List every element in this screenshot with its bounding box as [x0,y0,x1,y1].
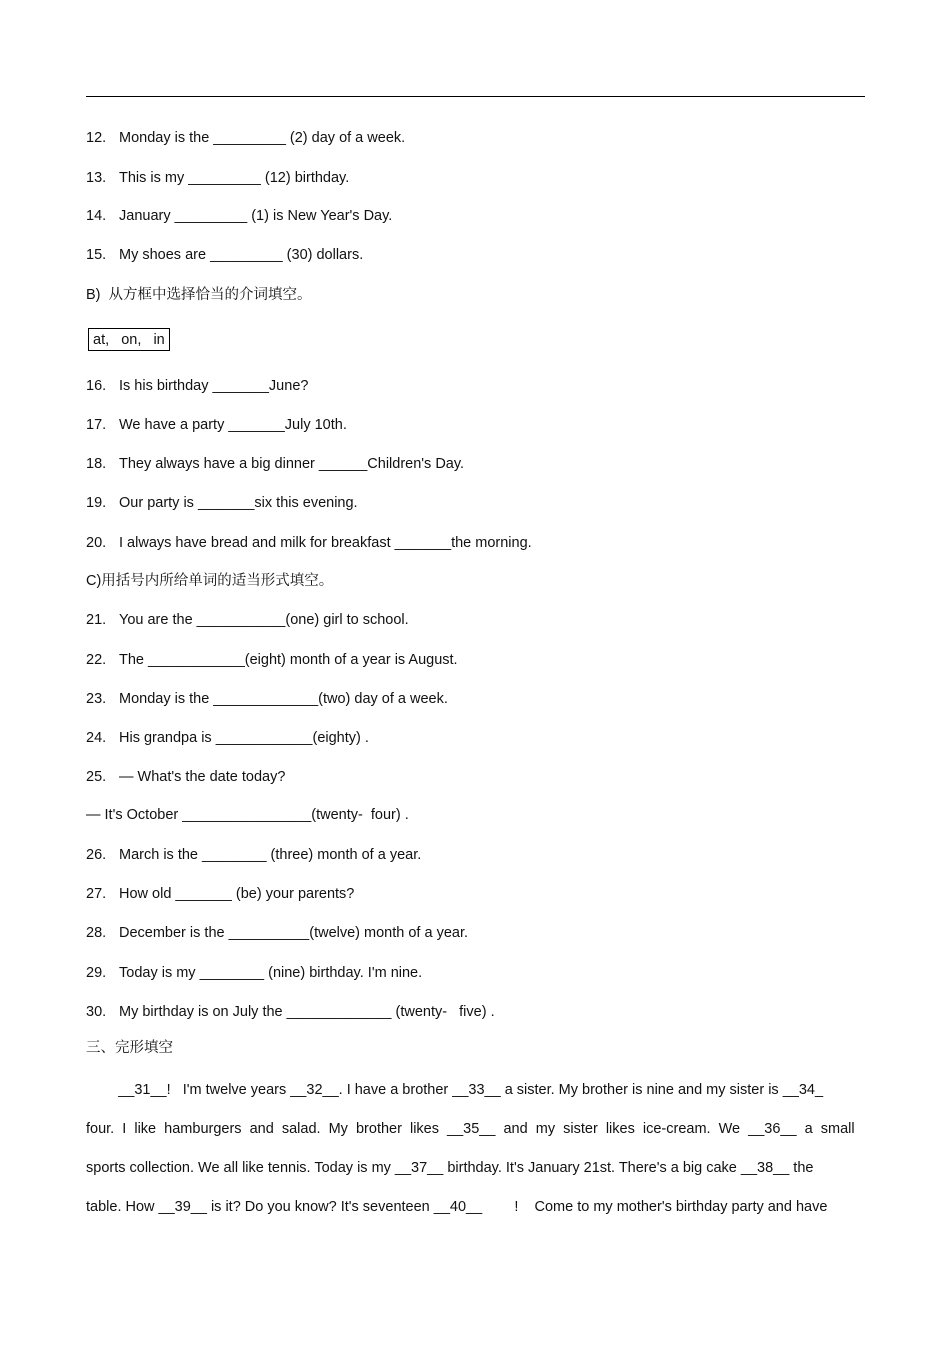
question-number: 15. [86,247,107,263]
question-15 [86,246,363,264]
question-text: I always have bread and milk for breakfast _______the morning. [119,535,532,551]
question-text: — What's the date today? [119,769,286,785]
question-number: 18. [86,456,107,472]
question-12 [86,129,405,147]
question-text: Is his birthday _______June? [119,378,309,394]
question-text: My shoes are _________ (30) dollars. [119,247,364,263]
question-text: We have a party _______July 10th. [119,417,347,433]
question-30 [86,1003,495,1021]
question-25-answer: — It's October ________________(twenty- four) . [86,807,409,823]
question-16 [86,377,308,395]
question-number: 29. [86,965,107,981]
question-text: They always have a big dinner ______Children's Day. [119,456,465,472]
question-number: 12. [86,130,107,146]
question-number: 26. [86,847,107,863]
question-text: How old _______ (be) your parents? [119,886,355,902]
question-19 [86,494,358,512]
question-25 [86,768,285,786]
question-26 [86,846,421,864]
cloze-line-4: table. How __39__ is it? Do you know? It's seventeen __40__ ! Come to my mother's birthday party and have [86,1199,828,1215]
header-rule [86,96,865,97]
question-number: 22. [86,652,107,668]
question-23 [86,690,448,708]
question-text: January _________ (1) is New Year's Day. [119,208,393,224]
section-c-heading: C)用括号内所给单词的适当形式填空。 [86,573,334,589]
question-number: 16. [86,378,107,394]
word-box: at, on, in [88,328,170,351]
question-20 [86,534,532,552]
cloze-line-3: sports collection. We all like tennis. Today is my __37__ birthday. It's January 21st. There's a big cake __38__ the [86,1160,814,1176]
question-text: The ____________(eight) month of a year is August. [119,652,458,668]
question-text: Our party is _______six this evening. [119,495,358,511]
question-22 [86,651,458,669]
question-number: 25. [86,769,107,785]
question-13 [86,169,349,187]
section-b-heading: B) 从方框中选择恰当的介词填空。 [86,287,312,303]
question-28 [86,924,468,942]
question-29 [86,964,422,982]
question-number: 20. [86,535,107,551]
question-18 [86,455,464,473]
question-number: 13. [86,170,107,186]
question-number: 23. [86,691,107,707]
question-text: His grandpa is ____________(eighty) . [119,730,369,746]
question-number: 14. [86,208,107,224]
question-text: Monday is the _________ (2) day of a week. [119,130,406,146]
question-text: March is the ________ (three) month of a year. [119,847,422,863]
question-number: 24. [86,730,107,746]
question-number: 27. [86,886,107,902]
question-17 [86,416,347,434]
question-text: Monday is the _____________(two) day of a week. [119,691,448,707]
question-text: You are the ___________(one) girl to school. [119,612,409,628]
section-3-heading: 三、完形填空 [86,1040,173,1056]
question-text: My birthday is on July the _____________ (twenty- five) . [119,1004,495,1020]
question-number: 30. [86,1004,107,1020]
question-14 [86,207,392,225]
question-text: This is my _________ (12) birthday. [119,170,350,186]
cloze-line-2: four. I like hamburgers and salad. My brother likes __35__ and my sister likes ice-cream. We __36__ a small [86,1121,855,1137]
question-21 [86,611,409,629]
question-number: 17. [86,417,107,433]
question-24 [86,729,369,747]
question-text: Today is my ________ (nine) birthday. I'm nine. [119,965,423,981]
question-27 [86,885,354,903]
question-text: December is the __________(twelve) month of a year. [119,925,469,941]
question-number: 19. [86,495,107,511]
cloze-line-1: __31__! I'm twelve years __32__. I have a brother __33__ a sister. My brother is nine and my sister is __34_ [86,1082,824,1098]
question-number: 28. [86,925,107,941]
question-number: 21. [86,612,107,628]
